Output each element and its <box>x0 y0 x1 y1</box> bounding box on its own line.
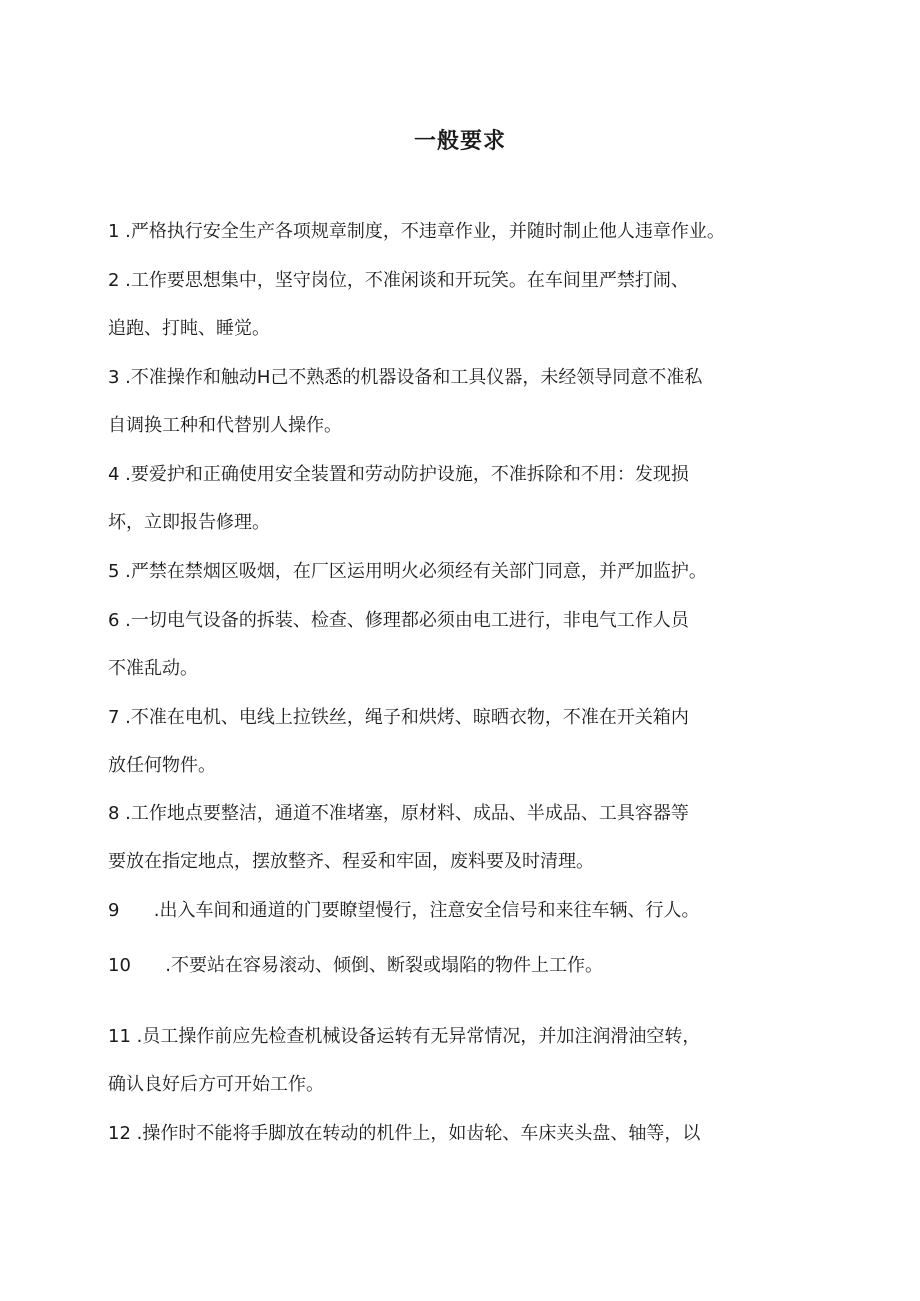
rule-line: 不准乱动。 <box>108 658 198 679</box>
rule-line: 自调换工种和代替别人操作。 <box>108 415 342 436</box>
page-title: 一般要求 <box>413 129 506 154</box>
rule-item-6 <box>108 597 820 693</box>
rule-line: 7 .不准在电机、电线上拉铁丝，绳子和烘烤、晾晒衣物，不准在开关箱内 <box>108 707 689 728</box>
rule-line: 追跑、打盹、睡觉。 <box>108 318 270 339</box>
rule-line: 2 .工作要思想集中，坚守岗位，不准闲谈和开玩笑。在车间里严禁打闹、 <box>108 270 689 291</box>
rule-item-2 <box>108 257 820 353</box>
rule-item-7 <box>108 694 820 790</box>
rule-line: 10 .不要站在容易滚动、倾倒、断裂或塌陷的物件上工作。 <box>108 955 603 976</box>
rule-item-11 <box>108 1013 820 1109</box>
rule-line: 5 .严禁在禁烟区吸烟，在厂区运用明火必须经有关部门同意，并严加监护。 <box>108 561 707 582</box>
rule-item-1 <box>108 208 820 256</box>
rule-line: 6 .一切电气设备的拆装、检查、修理都必须由电工进行，非电气工作人员 <box>108 610 689 631</box>
rule-item-12 <box>108 1110 820 1158</box>
rule-line: 11 .员工操作前应先检查机械设备运转有无异常情况，并加注润滑油空转， <box>108 1026 701 1047</box>
rule-line: 3 .不准操作和触动H己不熟悉的机器设备和工具仪器，未经领导同意不准私 <box>108 367 703 388</box>
rule-line: 坏，立即报告修理。 <box>108 512 270 533</box>
rule-item-5 <box>108 548 820 596</box>
rule-item-10 <box>108 942 820 990</box>
rule-line: 要放在指定地点，摆放整齐、程妥和牢固，废料要及时清理。 <box>108 851 594 872</box>
rule-item-9 <box>108 887 820 935</box>
rule-line: 8 .工作地点要整洁，通道不准堵塞，原材料、成品、半成品、工具容器等 <box>108 803 689 824</box>
rule-line: 确认良好后方可开始工作。 <box>108 1074 324 1095</box>
rule-item-3 <box>108 354 820 450</box>
rule-line: 9 .出入车间和通道的门要瞭望慢行，注意安全信号和来往车辆、行人。 <box>108 900 700 921</box>
rule-line: 1 .严格执行安全生产各项规章制度，不违章作业，并随时制止他人违章作业。 <box>108 221 725 242</box>
rule-line: 放任何物件。 <box>108 755 216 776</box>
rule-item-4 <box>108 451 820 547</box>
rule-item-8 <box>108 790 820 886</box>
rule-line: 4 .要爱护和正确使用安全装置和劳动防护设施，不准拆除和不用：发现损 <box>108 464 689 485</box>
rule-line: 12 .操作时不能将手脚放在转动的机件上，如齿轮、车床夹头盘、轴等，以 <box>108 1123 701 1144</box>
